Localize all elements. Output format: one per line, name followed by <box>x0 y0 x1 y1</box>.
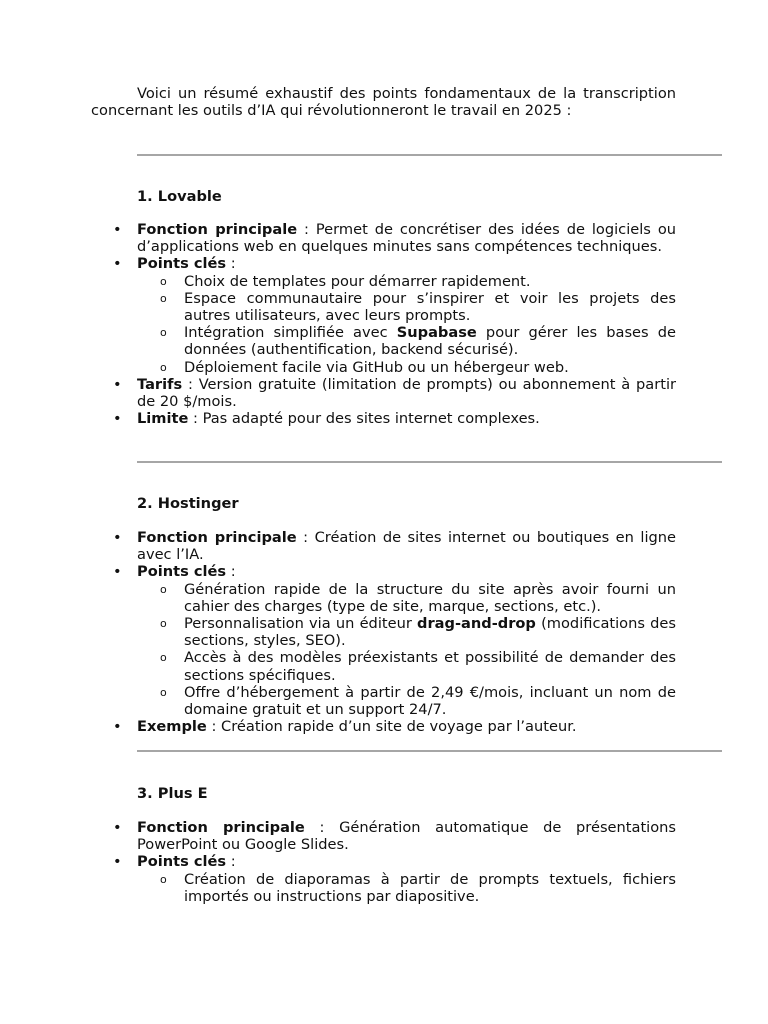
sub-item-text: Choix de templates pour démarrer rapidement. <box>184 272 531 290</box>
item-text: : Création de sites internet ou boutiques en ligne avec l’IA. <box>137 529 676 564</box>
item-label: Points clés <box>137 563 227 581</box>
item-text: : <box>226 853 236 871</box>
item-label: Fonction principale <box>137 529 297 546</box>
item-label: Points clés <box>137 853 227 871</box>
sub-item-text: Personnalisation via un éditeur <box>184 615 418 633</box>
sub-item-text: pour gérer les bases de données (authentification, backend sécurisé). <box>184 324 676 359</box>
item-label: Points clés <box>137 255 227 273</box>
section-list-plus-e <box>137 819 676 905</box>
item-label: Limite <box>137 410 189 428</box>
item-label: Tarifs <box>137 375 183 393</box>
list-item <box>137 819 676 853</box>
horizontal-rule <box>137 750 722 752</box>
sub-list <box>184 581 676 719</box>
item-text: : Génération automatique de présentations PowerPoint ou Google Slides. <box>137 819 676 854</box>
sub-list-item <box>184 273 676 290</box>
item-text: : Permet de concrétiser des idées de logiciels ou d’applications web en quelques minutes sans compétences techniques. <box>137 221 676 256</box>
item-text: : <box>226 563 236 581</box>
horizontal-rule <box>137 461 722 463</box>
sub-list-item <box>184 290 676 324</box>
list-item <box>137 718 676 735</box>
list-item <box>137 410 676 427</box>
item-text: : Création rapide d’un site de voyage par l’auteur. <box>206 718 577 736</box>
section-title-plus-e: 3. Plus E <box>137 785 208 802</box>
sub-list-item <box>184 871 676 905</box>
sub-list-item <box>184 615 676 649</box>
sub-list-item <box>184 324 676 358</box>
sub-item-text: (modifications des sections, styles, SEO). <box>184 615 677 650</box>
item-text: : Version gratuite (limitation de prompts) ou abonnement à partir de 20 $/mois. <box>137 375 676 411</box>
sub-item-text: Accès à des modèles préexistants et possibilité de demander des sections spécifiques. <box>184 649 676 684</box>
item-text: : Pas adapté pour des sites internet complexes. <box>188 410 540 428</box>
horizontal-rule <box>137 154 722 156</box>
list-item <box>137 221 676 255</box>
sub-item-text: Déploiement facile via GitHub ou un hébergeur web. <box>184 358 569 376</box>
sub-item-text: Offre d’hébergement à partir de 2,49 €/mois, incluant un nom de domaine gratuit et un support 24/7. <box>184 683 676 719</box>
sub-item-text: Génération rapide de la structure du site après avoir fourni un cahier des charges (type de site, marque, sections, etc.). <box>184 580 676 615</box>
sub-list-item <box>184 359 676 376</box>
item-text: : <box>226 255 236 273</box>
item-label: Fonction principale <box>137 819 305 836</box>
sub-item-bold: drag-and-drop <box>417 615 536 633</box>
sub-item-bold: Supabase <box>396 324 477 342</box>
sub-list <box>184 273 676 376</box>
sub-item-text: Espace communautaire pour s’inspirer et voir les projets des autres utilisateurs, avec leurs prompts. <box>184 289 676 325</box>
item-label: Fonction principale <box>137 221 298 238</box>
sub-list <box>184 871 676 905</box>
sub-item-text: Création de diaporamas à partir de prompts textuels, fichiers importés ou instructions par diapositive. <box>184 870 676 905</box>
list-item <box>137 853 676 905</box>
intro-paragraph: Voici un résumé exhaustif des points fondamentaux de la transcription concernant les outils d’IA qui révolutionneront le travail en 2025 : <box>91 85 676 120</box>
list-item <box>137 529 676 563</box>
list-item <box>137 376 676 410</box>
section-title-hostinger: 2. Hostinger <box>137 495 239 512</box>
item-label: Exemple <box>137 718 207 736</box>
section-list-hostinger <box>137 529 676 735</box>
section-title-lovable: 1. Lovable <box>137 188 222 205</box>
sub-list-item <box>184 581 676 615</box>
section-list-lovable <box>137 221 676 427</box>
sub-item-text: Intégration simplifiée avec <box>184 324 397 342</box>
list-item <box>137 563 676 718</box>
sub-list-item <box>184 649 676 683</box>
sub-list-item <box>184 684 676 718</box>
list-item <box>137 255 676 375</box>
